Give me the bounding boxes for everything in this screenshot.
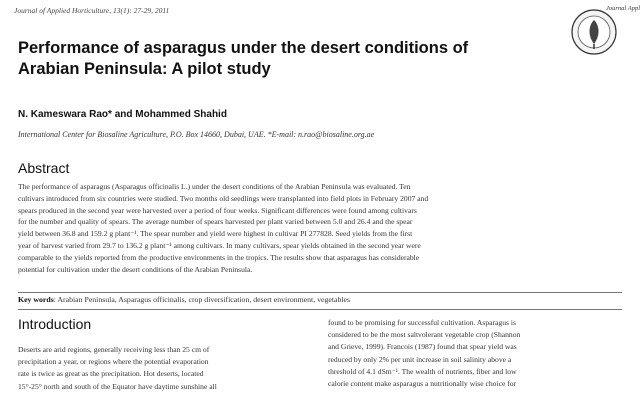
intro-line: precipitation a year, or regions where the potential evaporation	[18, 357, 209, 367]
keywords-label: Key words	[18, 295, 54, 304]
intro-line: 15°-25° north and south of the Equator have daytime sunshine all	[18, 381, 217, 391]
logo-text: Journal Appl	[606, 5, 640, 12]
intro-line: calorie content make asparagus a nutritionally wise choice for	[328, 379, 517, 389]
abstract-heading: Abstract	[18, 160, 70, 176]
abstract-text	[18, 181, 622, 275]
paper-title	[18, 38, 558, 80]
abstract-line: spears produced in the second year were harvested over a period of four weeks. Significant differences were found among cultivars	[18, 205, 417, 215]
author-affiliation: International Center for Biosaline Agriculture, P.O. Box 14660, Dubai, UAE. *E-mail: n.rao@biosaline.org.ae	[18, 130, 375, 139]
abstract-line: for the number and quality of spears. The average number of spears harvested per plant varied between 5.0 and 26.4 and the spear	[18, 217, 413, 227]
abstract-line: yield between 36.8 and 159.2 g plant⁻¹. The spear number and yield were highest in cultivar PI 277828. Seed yields from the first	[18, 229, 413, 239]
title-line-2: Arabian Peninsula: A pilot study	[18, 60, 271, 78]
abstract-line: The performance of asparagus (Asparagus officinalis L.) under the desert conditions of the Arabian Peninsula was evaluated. Ten	[18, 182, 411, 191]
divider-line	[18, 292, 622, 293]
intro-line: considered to be the most saltvolerant vegetable crop (Shannon	[328, 330, 521, 340]
abstract-line: year of harvest varied from 29.7 to 136.2 g plant⁻¹ among cultivars. In many cultivars, spear yields obtained in the second year were	[18, 240, 421, 250]
introduction-heading: Introduction	[18, 316, 92, 332]
intro-column-right	[328, 317, 622, 390]
intro-line: reduced by only 2% per unit increase in soil salinity above a	[328, 354, 512, 364]
title-line-1: Performance of asparagus under the desert conditions of	[18, 39, 469, 57]
abstract-line: potential for cultivation under the desert conditions of the Arabian Peninsula.	[18, 264, 253, 274]
intro-line: and Grieve, 1999). Francois (1987) found that spear yield was	[328, 342, 517, 352]
keywords: Key words: Arabian Peninsula, Asparagus officinalis, crop diversification, desert environment, vegetables	[18, 295, 351, 304]
intro-line: Deserts are arid regions, generally receiving less than 25 cm of	[18, 345, 210, 354]
abstract-line: cultivars introduced from six countries were studied. Two months old seedlings were transplanted into field plots in February 2007 and	[18, 193, 429, 203]
divider-line	[18, 309, 622, 310]
journal-citation: Journal of Applied Horticulture, 13(1): 27-29, 2011	[14, 6, 170, 15]
keywords-text: Arabian Peninsula, Asparagus officinalis, crop diversification, desert environment, vegetables	[57, 295, 351, 304]
intro-line: found to be promising for successful cultivation. Asparagus is	[328, 318, 516, 327]
abstract-line: comparable to the yields reported from the productive environments in the tropics. The results show that asparagus has considerable	[18, 252, 420, 262]
author-list: N. Kameswara Rao* and Mohammed Shahid	[18, 109, 227, 120]
journal-logo	[566, 2, 640, 58]
intro-line: threshold of 4.1 dSm⁻¹. The wealth of nutrients, fiber and low	[328, 366, 517, 376]
intro-line: rate is twice as great as the precipitation. Hot deserts, located	[18, 369, 204, 379]
intro-column-left	[18, 344, 300, 393]
